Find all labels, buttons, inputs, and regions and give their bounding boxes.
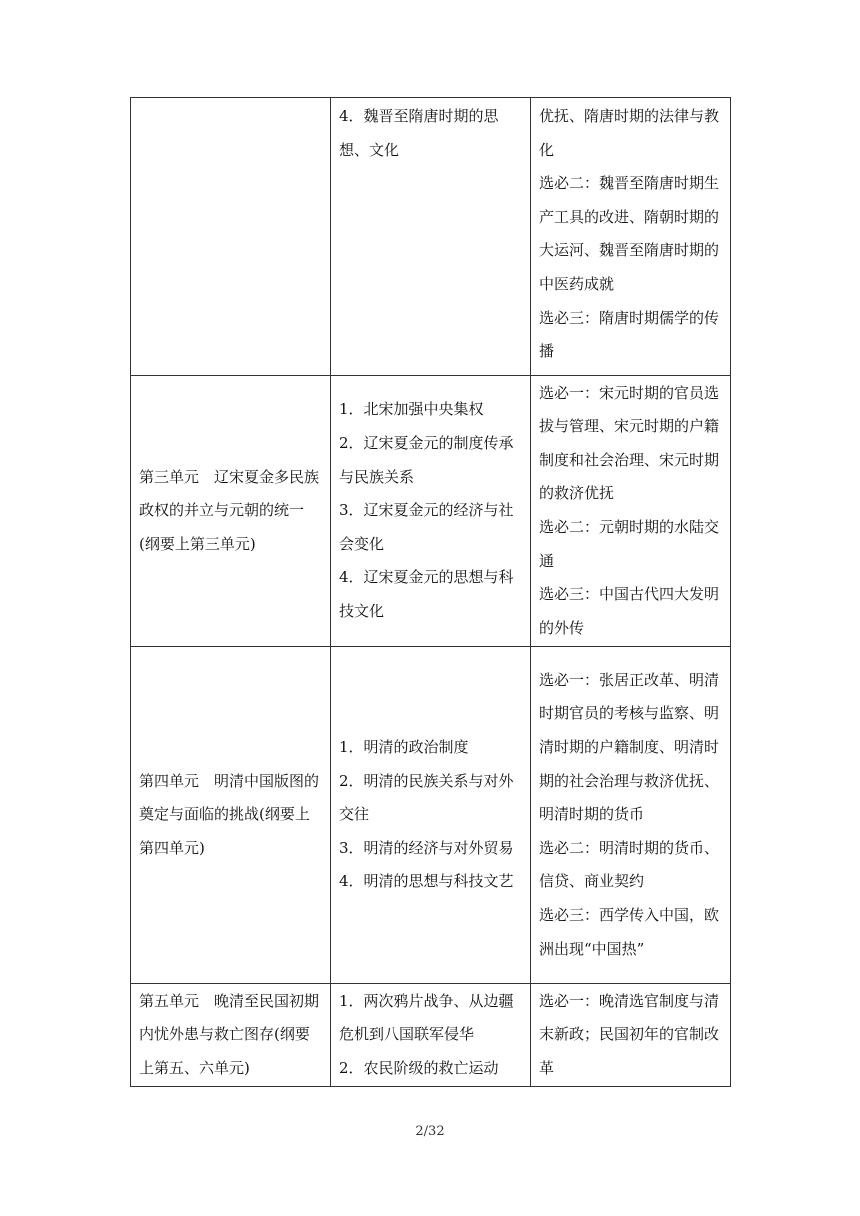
topics-cell [331,647,531,984]
table-row [131,376,731,647]
topic-item: 4．魏晋至隋唐时期的思想、文化 [339,107,499,159]
electives-cell [531,984,731,1087]
topic-item: 2．明清的民族关系与对外交往 [339,771,514,824]
electives-cell [531,647,731,984]
elective-item: 选必三：中国古代四大发明的外传 [539,585,720,637]
table-row [131,98,731,376]
topics-cell [331,984,531,1087]
topics-cell [331,376,531,647]
topic-item: 4．辽宋夏金元的思想与科技文化 [339,568,514,620]
topics-cell [331,98,531,376]
elective-item: 选必三：西学传入中国，欧洲出现“中国热” [539,905,720,958]
topic-item: 2．辽宋夏金元的制度传承与民族关系 [339,434,514,486]
table-row [131,984,731,1087]
topic-item: 2．农民阶级的救亡运动 [339,1058,499,1077]
topic-item: 3．明清的经济与对外贸易 [339,838,514,857]
unit-cell [131,98,331,376]
elective-item: 选必二：魏晋至隋唐时期生产工具的改进、隋朝时期的大运河、魏晋至隋唐时期的中医药成就 [539,174,720,293]
electives-cell [531,376,731,647]
electives-cell [531,98,731,376]
curriculum-table [130,97,731,1087]
topic-item: 1．北宋加强中央集权 [339,400,484,419]
elective-item: 选必二：元朝时期的水陆交通 [539,518,720,570]
topic-item: 1．两次鸦片战争、从边疆危机到八国联军侵华 [339,991,514,1044]
unit-cell: 第四单元 明清中国版图的奠定与面临的挑战(纲要上第四单元) [131,647,331,984]
unit-cell: 第三单元 辽宋夏金多民族政权的并立与元朝的统一(纲要上第三单元) [131,376,331,647]
elective-item: 选必三：隋唐时期儒学的传播 [539,308,720,361]
page-number: 2/32 [415,1124,445,1139]
elective-item: 优抚、隋唐时期的法律与教化 [539,107,720,159]
table-row [131,647,731,984]
topic-item: 4．明清的思想与科技文艺 [339,872,514,891]
unit-cell: 第五单元 晚清至民国初期内忧外患与救亡图存(纲要上第五、六单元) [131,984,331,1087]
elective-item: 选必一：张居正改革、明清时期官员的考核与监察、明清时期的户籍制度、明清时期的社会治理与救济优抚、明清时期的货币 [539,670,720,824]
elective-item: 选必二：明清时期的货币、信贷、商业契约 [539,838,720,891]
elective-item: 选必一：宋元时期的官员选拔与管理、宋元时期的户籍制度和社会治理、宋元时期的救济优抚 [539,383,720,503]
elective-item: 选必一：晚清选官制度与清末新政；民国初年的官制改革 [539,991,720,1077]
topic-item: 3．辽宋夏金元的经济与社会变化 [339,501,514,553]
topic-item: 1．明清的政治制度 [339,738,469,757]
